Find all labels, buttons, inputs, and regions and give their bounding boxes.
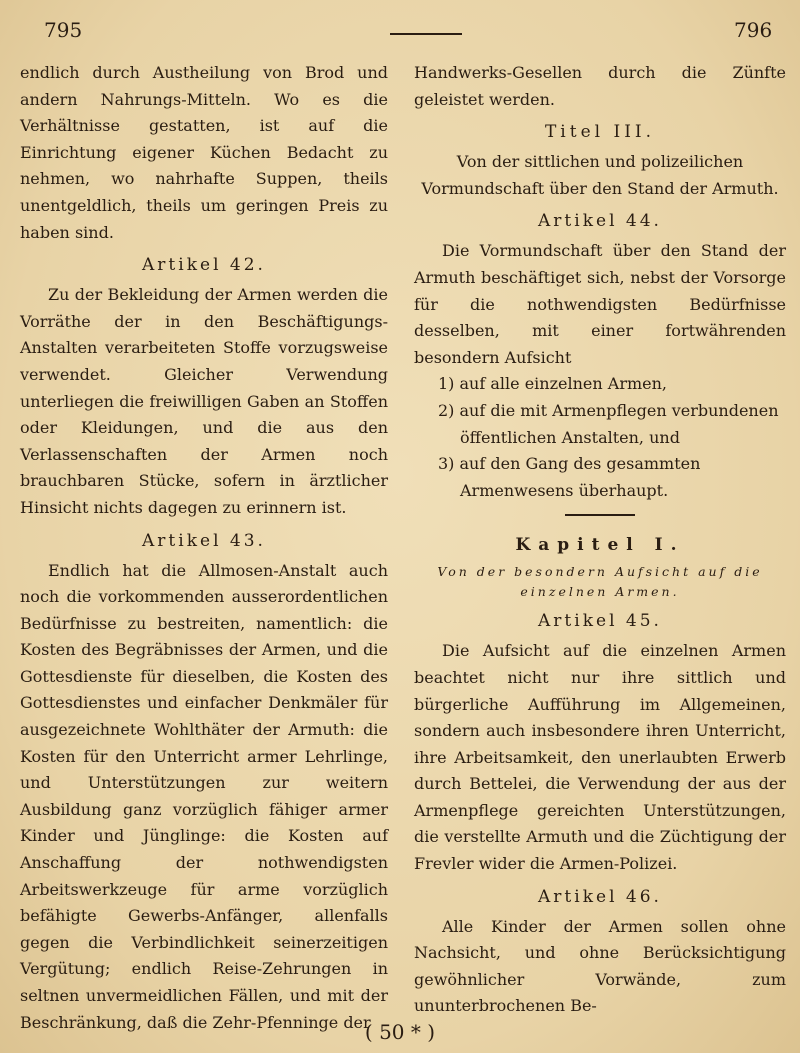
printer-signature: ( 50 * )	[364, 1020, 436, 1044]
list-item: 3) auf den Gang des gesammten Armenwesens überhaupt.	[438, 454, 701, 500]
article-42-text: Zu der Bekleidung der Armen werden die Vorräthe der in den Beschäftigungs-Anstalten verarbeiteten Stoffe vorzugsweise verwendet. Gleicher Verwendung unterliegen die freiwilligen Gaben an Stoffen oder Kleidungen, und die aus den Verlassenschaften der Armen noch brauchbaren Stücke, sofern in ärztlicher Hinsicht nichts dagegen zu erinnern ist.	[20, 285, 388, 517]
kapitel-subheading: Von der besondern Aufsicht auf die einzelnen Armen.	[437, 564, 763, 600]
section-divider	[565, 514, 635, 516]
right-column	[414, 60, 786, 1020]
article-44-text: Die Vormundschaft über den Stand der Armuth beschäftiget sich, nebst der Vorsorge für die nothwendigsten Bedürfnisse desselben, mit einer fortwährenden besondern Aufsicht	[414, 241, 786, 367]
article-45-heading: Artikel 45.	[538, 611, 662, 632]
left-page-number: 795	[44, 18, 83, 42]
article-43-heading: Artikel 43.	[142, 530, 266, 551]
article-46-heading: Artikel 46.	[538, 886, 662, 907]
right-continuation-paragraph: Handwerks-Gesellen durch die Zünfte geleistet werden.	[414, 63, 786, 109]
right-page-number: 796	[734, 18, 773, 42]
kapitel-heading: Kapitel I.	[515, 535, 685, 556]
titel-text: Von der sittlichen und polizeilichen Vormundschaft über den Stand der Armuth.	[421, 152, 779, 198]
header-rule	[390, 33, 462, 35]
left-continuation-paragraph: endlich durch Austheilung von Brod und andern Nahrungs-Mitteln. Wo es die Verhältnisse gestatten, ist auf die Einrichtung eigener Küchen Bedacht zu nehmen, wo nahrhafte Suppen, theils unentgeldlich, theils um geringen Preis zu haben sind.	[20, 63, 388, 242]
titel-heading: Titel III.	[544, 122, 656, 143]
article-45-text: Die Aufsicht auf die einzelnen Armen beachtet nicht nur ihre sittlich und bürgerliche Aufführung im Allgemeinen, sondern auch insbesondere ihren Unterricht, ihre Arbeitsamkeit, den unerlaubten Erwerb durch Bettelei, die Verwendung der aus der Armenpflege gereichten Unterstützungen, die verstellte Armuth und die Züchtigung der Frevler wider die Armen-Polizei.	[414, 641, 786, 874]
left-column	[20, 60, 388, 1036]
list-item: 1) auf alle einzelnen Armen,	[438, 374, 667, 394]
article-46-text: Alle Kinder der Armen sollen ohne Nachsicht, und ohne Berücksichtigung gewöhnlicher Vorwände, zum ununterbrochenen Be-	[414, 916, 786, 1016]
article-42-heading: Artikel 42.	[142, 255, 266, 276]
article-43-text: Endlich hat die Allmosen-Anstalt auch noch die vorkommenden ausserordentlichen Bedürfnisse zu bestreiten, namentlich: die Kosten des Begräbnisses der Armen, und die Gottesdienste für dieselben, die Kosten des Gottesdienstes und einfacher Denkmäler für ausgezeichnete Wohlthäter der Armuth: die Kosten für den Unterricht armer Lehrlinge, und Unterstützungen zur weitern Ausbildung ganz vorzüglich fähiger armer Kinder und Jünglinge: die Kosten auf Anschaffung der nothwendigsten Arbeitswerkzeuge für arme vorzüglich befähigte Gewerbs-Anfänger, allenfalls gegen die Verbindlichkeit seinerzeitigen Vergütung; endlich Reise-Zehrungen in seltnen unvermeidlichen Fällen, und mit der Beschränkung, daß die Zehr-Pfenninge der	[20, 560, 388, 1032]
list-item: 2) auf die mit Armenpflegen verbundenen öffentlichen Anstalten, und	[438, 400, 779, 447]
article-44-heading: Artikel 44.	[538, 211, 662, 232]
